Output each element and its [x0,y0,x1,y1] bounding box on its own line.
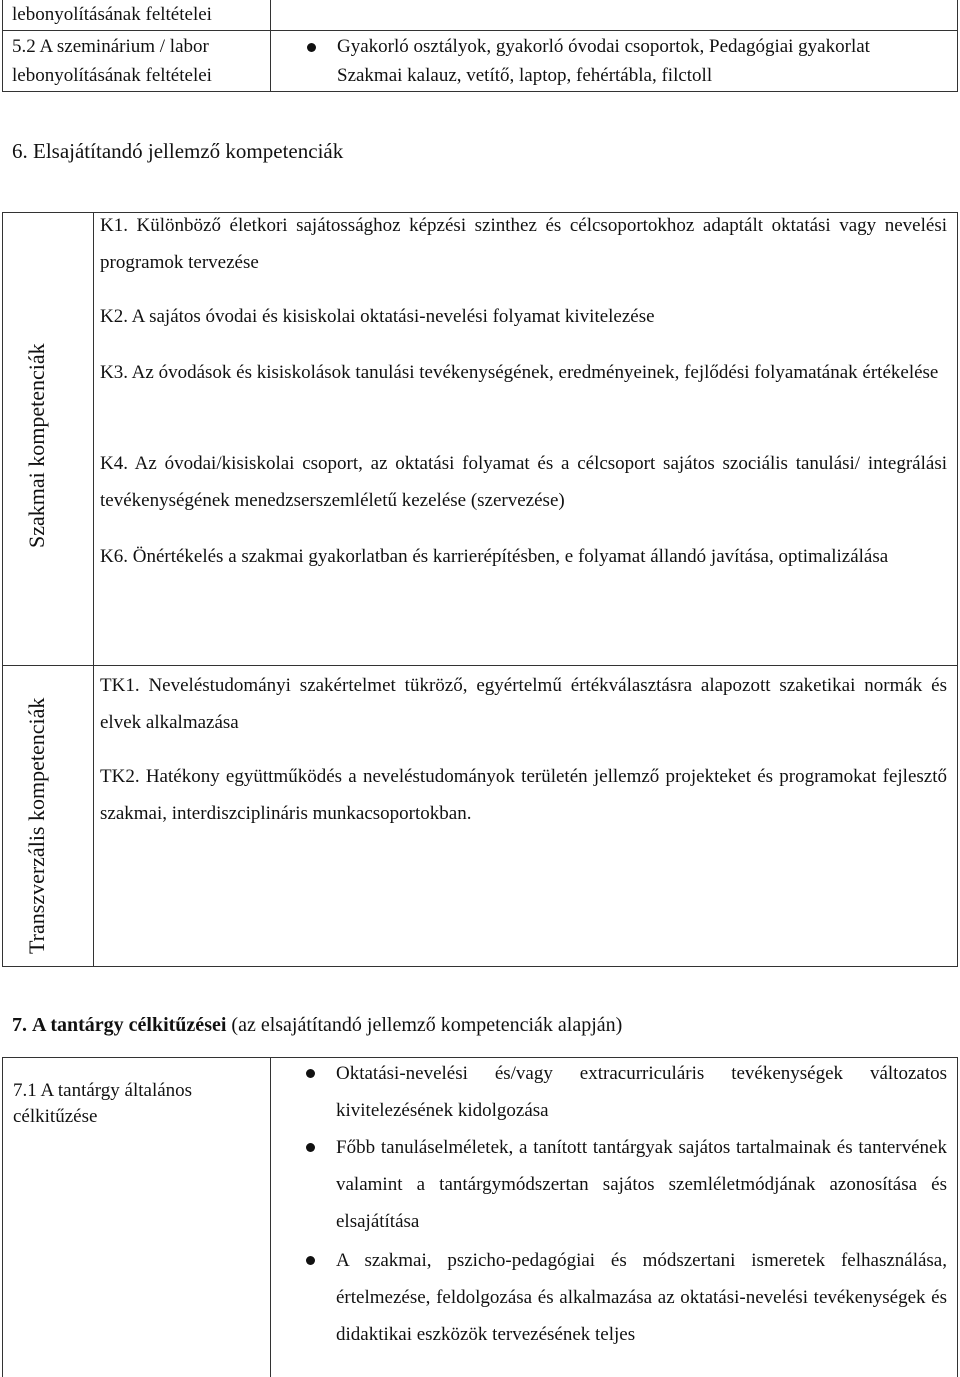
competency-k2: K2. A sajátos óvodai és kisiskolai oktatási-nevelési folyamat kivitelezése [100,306,655,327]
bullet-icon [306,1069,315,1078]
bullet-icon [306,1256,315,1265]
general-goal-label: 7.1 A tantárgy általános célkitűzése [13,1080,193,1127]
seminar-conditions-content [271,30,957,91]
section-6-heading: 6. Elsajátítandó jellemző kompetenciák [12,139,344,163]
goal-item-1: Oktatási-nevelési és/vagy extracurriculáris tevékenységek változatos kivitelezésének kidolgozása [336,1063,947,1121]
competency-tk2: TK2. Hatékony együttműködés a neveléstudományok területén jellemző projekteket és programokat fejlesztő szakmai, interdiszciplináris munkacsoportokban. [100,766,947,824]
conditions-left-line-1: lebonyolításának feltételei [12,4,212,25]
competency-k6: K6. Önértékelés a szakmai gyakorlatban és karrierépítésben, e folyamat állandó javítása, optimalizálása [100,546,889,567]
conditions-table [2,0,958,92]
goal-item-3: A szakmai, pszicho-pedagógiai és módszertani ismeretek felhasználása, értelmezése, feldolgozása és alkalmazása az oktatási-nevelési tevékenységek és didaktikai eszközök tervezésének teljes [336,1250,947,1345]
competency-k4: K4. Az óvodai/kisiskolai csoport, az oktatási folyamat és a célcsoport sajátos szociális tanulási/ integrálási tevékenységének menedzserszemléletű kezelése (szervezése) [100,453,947,511]
section-7-heading [12,1011,622,1039]
competency-k1: K1. Különböző életkori sajátossághoz képzési szinthez és célcsoportokhoz adaptált oktatási vagy nevelési programok tervezése [100,215,947,273]
section-7-subtitle: (az elsajátítandó jellemző kompetenciák alapján) [231,1014,623,1036]
conditions-left-column [3,0,271,91]
bullet-icon [306,1143,315,1152]
section-7-number: 7. [12,1014,27,1036]
competency-tk1: TK1. Neveléstudományi szakértelmet tükröző, egyértelmű értékválasztásra alapozott szaketikai normák és elvek alkalmazása [100,675,947,733]
section-7-title: A tantárgy célkitűzései [32,1014,227,1036]
row-divider [3,665,957,666]
goal-item-2: Főbb tanuláselméletek, a tanított tantárgyak sajátos tartalmainak és tantervének valamint a tantárgymódszertan sajátos szemléletmódjának azonosítása és elsajátítása [336,1137,947,1232]
column-divider [93,213,94,966]
transversal-competencies-label: Transzverzális kompetenciák [24,697,49,954]
professional-competencies-label: Szakmai kompetenciák [24,343,49,548]
seminar-conditions-line-1: Gyakorló osztályok, gyakorló óvodai csoportok, Pedagógiai gyakorlat [337,36,870,57]
bullet-icon [307,43,316,52]
competency-k3: K3. Az óvodások és kisiskolások tanulási tevékenységének, eredményeinek, fejlődési folyamatának értékelése [100,362,939,383]
seminar-conditions-label: 5.2 A szeminárium / labor lebonyolításának feltételei [12,36,212,86]
seminar-conditions-line-2: Szakmai kalauz, vetítő, laptop, fehértábla, filctoll [337,65,713,86]
goals-left-column [3,1058,271,1377]
